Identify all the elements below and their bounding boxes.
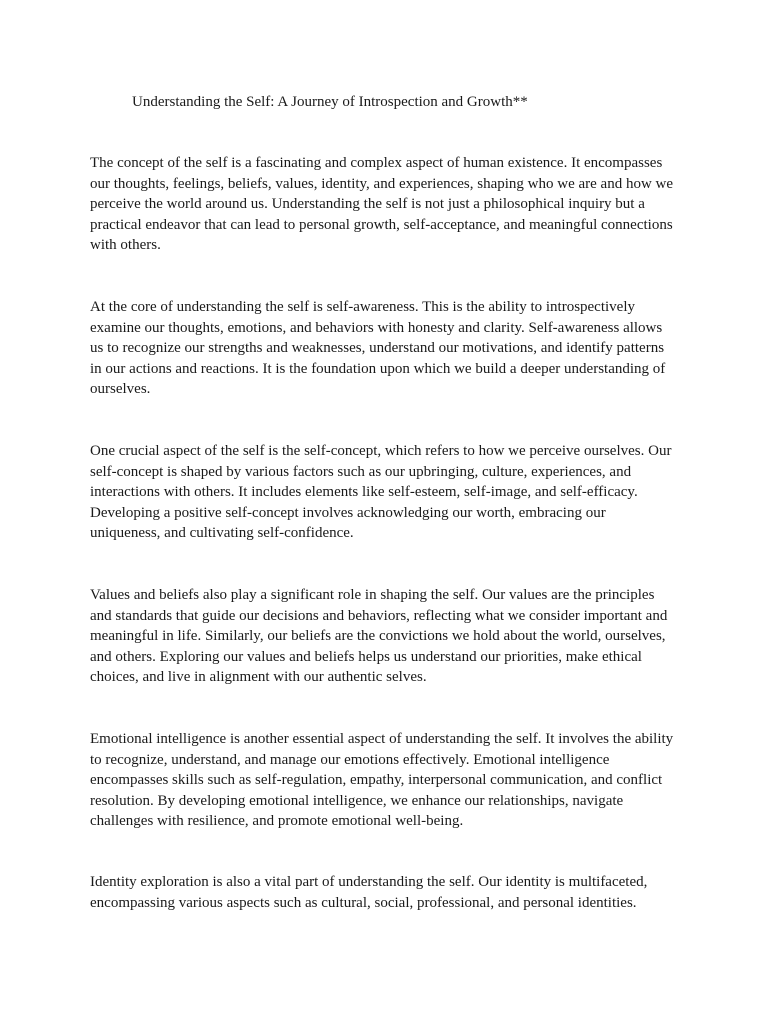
paragraph-self-concept-intro [90,153,690,256]
paragraph-self-concept [90,441,690,544]
paragraph-line: choices, and live in alignment with our authentic selves. [90,669,427,686]
paragraph-line: encompassing various aspects such as cultural, social, professional, and personal identities. [90,894,637,911]
paragraph-line: with others. [90,237,161,254]
paragraph-line: interactions with others. It includes elements like self-esteem, self-image, and self-efficacy. [90,484,638,501]
paragraph-line: examine our thoughts, emotions, and behaviors with honesty and clarity. Self-awareness allows [90,319,663,336]
paragraph-line: Values and beliefs also play a significant role in shaping the self. Our values are the principles [90,587,655,603]
paragraph-line: ourselves. [90,381,151,398]
paragraph-emotional-intelligence [90,729,690,832]
paragraph-line: encompasses skills such as self-regulation, empathy, interpersonal communication, and conflict [90,772,663,789]
paragraph-line: in our actions and reactions. It is the foundation upon which we build a deeper understanding of [90,360,666,377]
paragraph-line: and standards that guide our decisions and behaviors, reflecting what we consider important and [90,607,668,624]
paragraph-line: meaningful in life. Similarly, our beliefs are the convictions we hold about the world, ourselves, [90,628,666,645]
paragraph-values-beliefs [90,585,690,688]
paragraph-line: uniqueness, and cultivating self-confidence. [90,525,354,542]
paragraph-line: challenges with resilience, and promote emotional well-being. [90,813,464,830]
paragraph-line: The concept of the self is a fascinating and complex aspect of human existence. It encompasses [90,155,663,171]
paragraph-line: our thoughts, feelings, beliefs, values, identity, and experiences, shaping who we are and how we [90,175,674,192]
paragraph-self-awareness [90,297,690,400]
paragraph-line: perceive the world around us. Understanding the self is not just a philosophical inquiry but a [90,196,645,213]
paragraph-line: Developing a positive self-concept involves acknowledging our worth, embracing our [90,504,606,521]
document-title: Understanding the Self: A Journey of Introspection and Growth** [132,94,528,110]
paragraph-line: Emotional intelligence is another essential aspect of understanding the self. It involves the ability [90,731,674,747]
paragraph-line: and others. Exploring our values and beliefs helps us understand our priorities, make ethical [90,648,642,665]
paragraph-line: Identity exploration is also a vital part of understanding the self. Our identity is multifaceted, [90,874,648,890]
paragraph-line: us to recognize our strengths and weaknesses, understand our motivations, and identify patterns [90,340,665,357]
paragraph-line: practical endeavor that can lead to personal growth, self-acceptance, and meaningful connections [90,216,673,233]
paragraph-line: self-concept is shaped by various factors such as our upbringing, culture, experiences, and [90,463,632,480]
paragraph-identity-exploration [90,872,690,913]
paragraph-line: One crucial aspect of the self is the self-concept, which refers to how we perceive ourselves. Our [90,443,672,459]
paragraph-line: At the core of understanding the self is self-awareness. This is the ability to introspectively [90,299,636,315]
paragraph-line: to recognize, understand, and manage our emotions effectively. Emotional intelligence [90,751,610,768]
paragraph-line: resolution. By developing emotional intelligence, we enhance our relationships, navigate [90,792,624,809]
